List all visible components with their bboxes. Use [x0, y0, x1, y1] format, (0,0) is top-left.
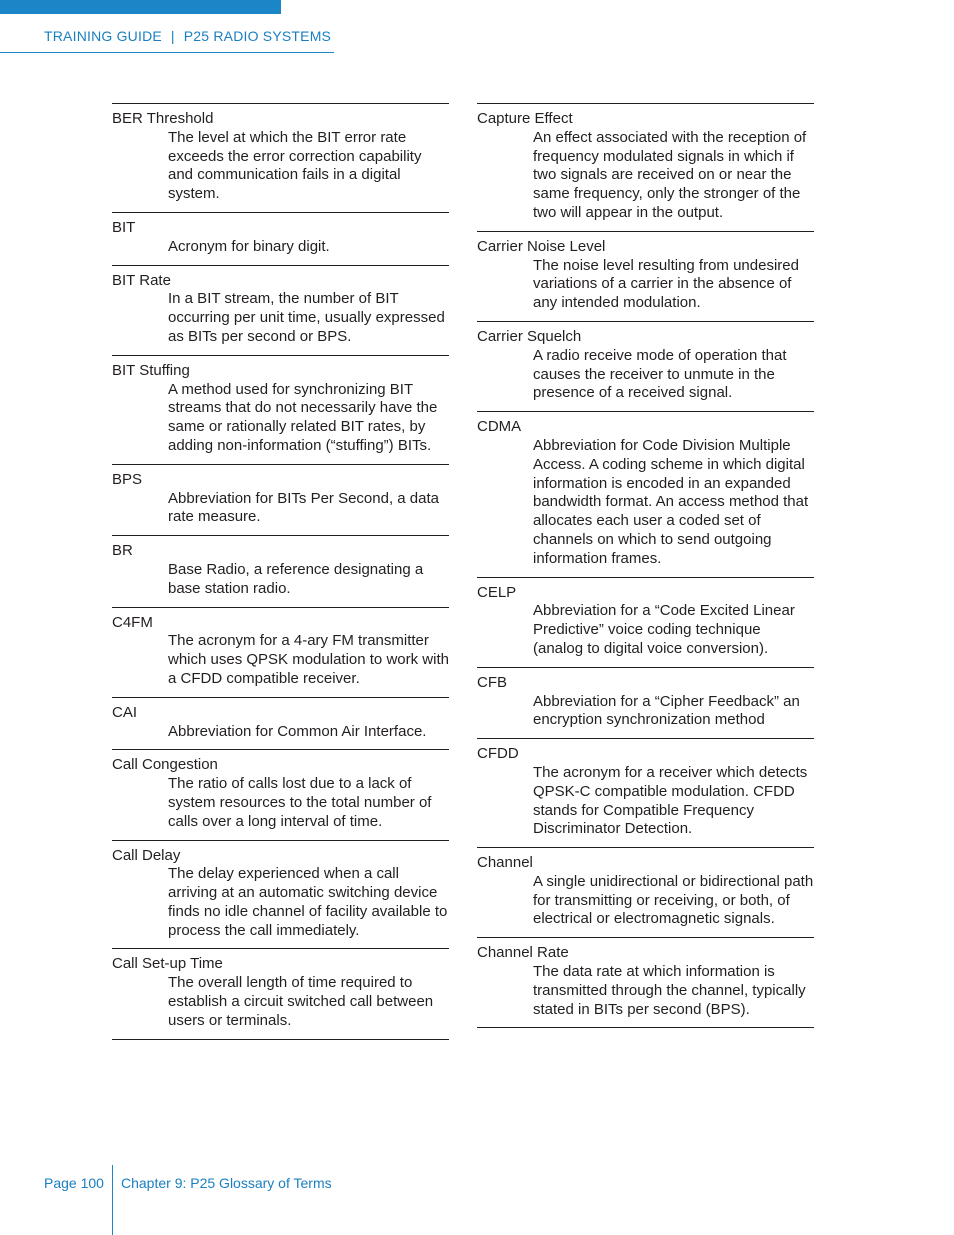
glossary-term: C4FM — [112, 613, 153, 631]
glossary-term: CDMA — [477, 418, 522, 436]
running-header — [44, 28, 331, 44]
glossary-entry — [112, 265, 449, 355]
glossary-entry — [112, 212, 449, 265]
glossary-term: BIT Rate — [112, 271, 171, 289]
glossary-term: BIT — [112, 218, 136, 236]
glossary-definition: A single unidirectional or bidirectional path for transmitting or receiving, or both, of electrical or electromagnetic signals. — [533, 872, 814, 928]
glossary-entry — [112, 749, 449, 839]
glossary-definition: The ratio of calls lost due to a lack of system resources to the total number of calls over a long interval of time. — [168, 775, 432, 830]
glossary-entry — [477, 937, 814, 1028]
header-rule — [0, 52, 334, 53]
glossary-column-right — [477, 103, 814, 1028]
glossary-definition: The level at which the BIT error rate exceeds the error correction capability and communication fails in a digital system. — [168, 128, 422, 203]
glossary-entry — [112, 697, 449, 750]
glossary-definition: In a BIT stream, the number of BIT occurring per unit time, usually expressed as BITs per second or BPS. — [168, 290, 445, 345]
glossary-entry — [112, 607, 449, 697]
glossary-entry — [477, 577, 814, 667]
glossary-term: CFB — [477, 673, 507, 691]
glossary-definition: Abbreviation for Code Division Multiple Access. A coding scheme in which digital information is encoded in an expanded bandwidth format. An access method that allocates each user a coded set of channels on which to send outgoing information frames. — [533, 436, 809, 567]
glossary-definition: The acronym for a 4-ary FM transmitter which uses QPSK modulation to work with a CFDD compatible receiver. — [168, 632, 449, 687]
glossary-entry — [477, 667, 814, 738]
header-separator: | — [170, 28, 175, 44]
glossary-term: Call Congestion — [112, 756, 218, 774]
glossary-entry — [477, 103, 814, 231]
glossary-definition: An effect associated with the reception of frequency modulated signals in which if two signals are received on or near the same frequency, only the stronger of the two will appear in the output. — [533, 128, 807, 221]
glossary-definition: Abbreviation for a “Cipher Feedback” an encryption synchronization method — [533, 692, 800, 729]
glossary-entry — [112, 464, 449, 535]
glossary-entry — [112, 535, 449, 606]
chapter-title: Chapter 9: P25 Glossary of Terms — [121, 1175, 332, 1191]
glossary-column-left — [112, 103, 449, 1040]
glossary-term: Call Set-up Time — [112, 955, 223, 973]
glossary-definition: A radio receive mode of operation that causes the receiver to unmute in the presence of a received signal. — [533, 346, 787, 402]
glossary-entry — [477, 411, 814, 576]
header-guide-title: TRAINING GUIDE — [44, 28, 162, 44]
glossary-term: Channel — [477, 854, 533, 872]
glossary-definition: Abbreviation for BITs Per Second, a data rate measure. — [168, 489, 439, 526]
glossary-term: Call Delay — [112, 846, 181, 864]
glossary-term: BPS — [112, 470, 143, 488]
glossary-entry — [112, 948, 449, 1039]
glossary-definition: A method used for synchronizing BIT streams that do not necessarily have the same or rationally related BIT rates, by adding non-information (“stuffing”) BITs. — [168, 380, 438, 454]
glossary-term: Capture Effect — [477, 110, 573, 127]
glossary-entry — [477, 847, 814, 937]
header-system-title: P25 RADIO SYSTEMS — [183, 28, 332, 44]
glossary-entry — [477, 231, 814, 321]
glossary-definition: Acronym for binary digit. — [168, 237, 330, 255]
glossary-definition: The delay experienced when a call arriving at an automatic switching device finds no idle channel of facility available to process the call immediately. — [168, 865, 448, 939]
glossary-definition: The acronym for a receiver which detects QPSK-C compatible modulation. CFDD stands for Compatible Frequency Discriminator Detection. — [533, 763, 808, 838]
glossary-term: BR — [112, 542, 133, 560]
glossary-definition: Abbreviation for a “Code Excited Linear Predictive” voice coding technique (analog to digital voice conversion). — [533, 602, 795, 657]
glossary-entry — [112, 840, 449, 949]
glossary-definition: Abbreviation for Common Air Interface. — [168, 722, 427, 740]
glossary-definition: The data rate at which information is transmitted through the channel, typically stated in BITs per second (BPS). — [533, 963, 806, 1018]
glossary-term: CAI — [112, 703, 138, 721]
glossary-definition: The noise level resulting from undesired variations of a carrier in the absence of any intended modulation. — [533, 256, 799, 312]
glossary-term: Carrier Noise Level — [477, 237, 606, 255]
glossary-term: CELP — [477, 583, 517, 601]
glossary-term: Channel Rate — [477, 944, 569, 962]
glossary-entry — [477, 738, 814, 847]
glossary-definition: Base Radio, a reference designating a base station radio. — [168, 560, 424, 597]
glossary-term: BIT Stuffing — [112, 361, 190, 379]
glossary-entry — [477, 321, 814, 411]
glossary-term: Carrier Squelch — [477, 327, 582, 345]
glossary-term: CFDD — [477, 745, 519, 763]
glossary-definition: The overall length of time required to establish a circuit switched call between users or terminals. — [168, 974, 434, 1029]
glossary-term: BER Threshold — [112, 110, 214, 127]
footer-divider — [112, 1165, 113, 1235]
glossary-entry — [112, 355, 449, 464]
header-accent-bar — [0, 0, 281, 14]
glossary-entry — [112, 103, 449, 212]
page-number: Page 100 — [44, 1175, 104, 1191]
